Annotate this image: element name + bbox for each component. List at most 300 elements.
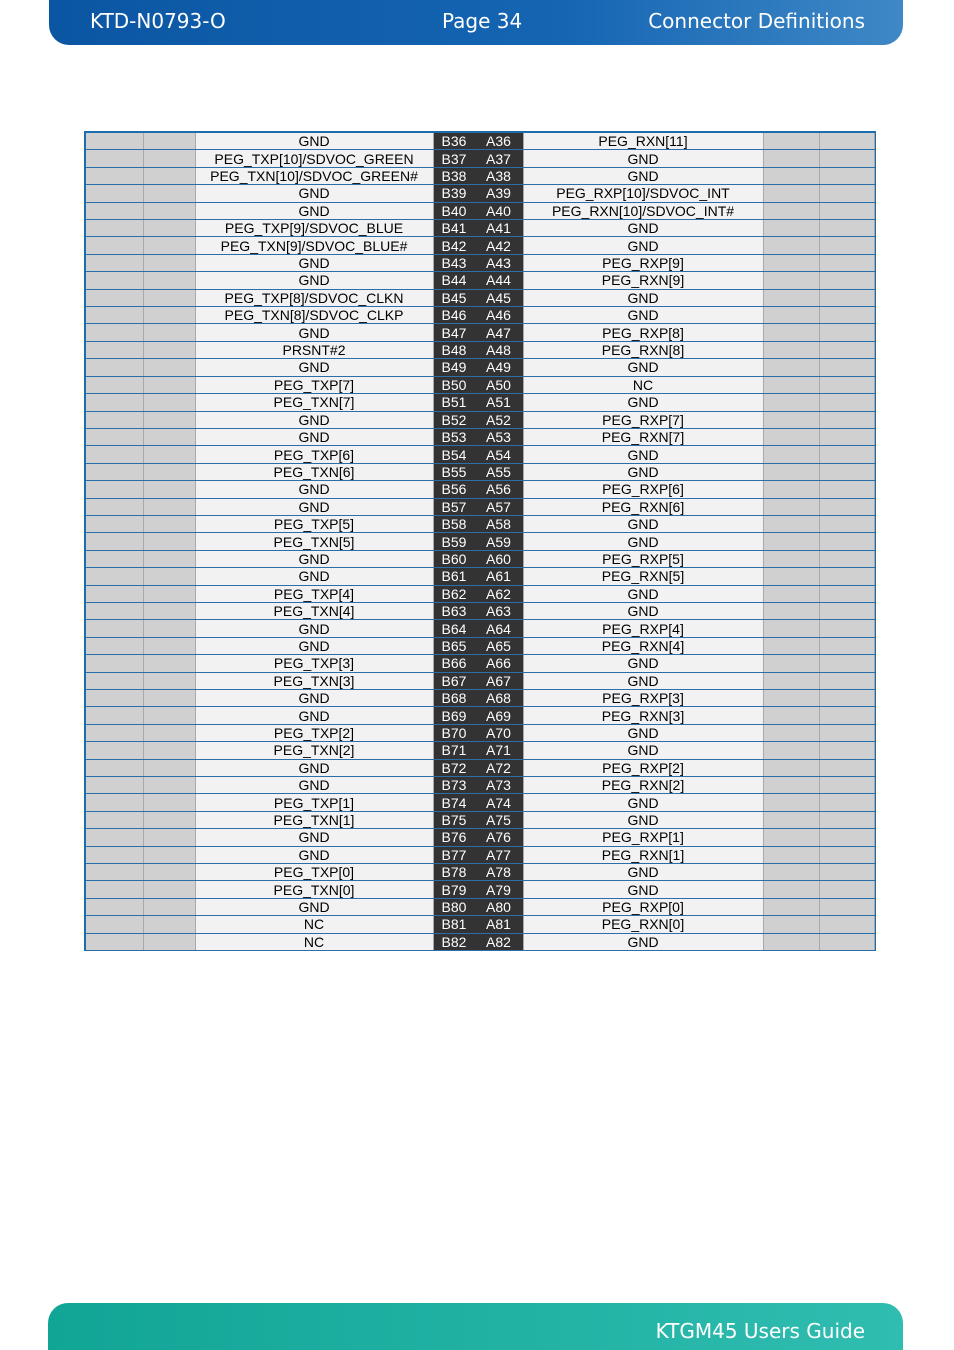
b-pin-cell: B62	[433, 585, 478, 602]
b-signal-cell: PRSNT#2	[195, 341, 433, 358]
blank-cell	[143, 481, 195, 498]
a-pin-cell: A42	[478, 237, 523, 254]
table-row	[86, 446, 874, 463]
blank-cell	[763, 898, 819, 915]
table-row	[86, 498, 874, 515]
b-signal-cell: PEG_TXP[7]	[195, 376, 433, 393]
blank-cell	[763, 829, 819, 846]
b-pin-cell: B57	[433, 498, 478, 515]
blank-cell	[143, 237, 195, 254]
b-signal-cell: NC	[195, 916, 433, 933]
blank-cell	[86, 881, 143, 898]
b-pin-cell: B67	[433, 672, 478, 689]
blank-cell	[143, 759, 195, 776]
blank-cell	[819, 829, 874, 846]
table-row	[86, 185, 874, 202]
a-signal-cell: PEG_RXP[7]	[523, 411, 763, 428]
blank-cell	[763, 341, 819, 358]
a-signal-cell: GND	[523, 359, 763, 376]
blank-cell	[86, 550, 143, 567]
blank-cell	[143, 742, 195, 759]
blank-cell	[819, 376, 874, 393]
table-row	[86, 759, 874, 776]
a-pin-cell: A72	[478, 759, 523, 776]
b-signal-cell: NC	[195, 933, 433, 950]
a-signal-cell: GND	[523, 724, 763, 741]
blank-cell	[143, 167, 195, 184]
a-pin-cell: A76	[478, 829, 523, 846]
b-signal-cell: GND	[195, 550, 433, 567]
blank-cell	[763, 498, 819, 515]
b-signal-cell: GND	[195, 185, 433, 202]
b-pin-cell: B77	[433, 846, 478, 863]
a-pin-cell: A41	[478, 220, 523, 237]
blank-cell	[819, 359, 874, 376]
b-pin-cell: B40	[433, 202, 478, 219]
table-row	[86, 602, 874, 619]
blank-cell	[763, 272, 819, 289]
blank-cell	[86, 585, 143, 602]
b-pin-cell: B68	[433, 690, 478, 707]
blank-cell	[143, 602, 195, 619]
a-pin-cell: A71	[478, 742, 523, 759]
blank-cell	[143, 307, 195, 324]
blank-cell	[763, 185, 819, 202]
blank-cell	[143, 933, 195, 950]
table-row	[86, 341, 874, 358]
b-signal-cell: GND	[195, 359, 433, 376]
a-signal-cell: GND	[523, 602, 763, 619]
table-row	[86, 220, 874, 237]
blank-cell	[143, 620, 195, 637]
blank-cell	[763, 672, 819, 689]
b-signal-cell: PEG_TXP[5]	[195, 515, 433, 532]
a-pin-cell: A38	[478, 167, 523, 184]
b-signal-cell: PEG_TXP[10]/SDVOC_GREEN	[195, 150, 433, 167]
blank-cell	[143, 568, 195, 585]
blank-cell	[763, 254, 819, 271]
table-row	[86, 916, 874, 933]
blank-cell	[86, 864, 143, 881]
blank-cell	[819, 481, 874, 498]
blank-cell	[86, 428, 143, 445]
blank-cell	[86, 602, 143, 619]
blank-cell	[86, 724, 143, 741]
blank-cell	[819, 237, 874, 254]
blank-cell	[819, 550, 874, 567]
a-signal-cell: GND	[523, 655, 763, 672]
blank-cell	[819, 428, 874, 445]
a-signal-cell: GND	[523, 307, 763, 324]
b-signal-cell: PEG_TXN[9]/SDVOC_BLUE#	[195, 237, 433, 254]
blank-cell	[763, 289, 819, 306]
blank-cell	[819, 881, 874, 898]
blank-cell	[86, 481, 143, 498]
b-pin-cell: B80	[433, 898, 478, 915]
blank-cell	[143, 724, 195, 741]
blank-cell	[143, 794, 195, 811]
blank-cell	[143, 707, 195, 724]
a-signal-cell: GND	[523, 881, 763, 898]
blank-cell	[143, 811, 195, 828]
blank-cell	[819, 446, 874, 463]
blank-cell	[143, 672, 195, 689]
blank-cell	[143, 150, 195, 167]
table-row	[86, 811, 874, 828]
blank-cell	[819, 777, 874, 794]
b-pin-cell: B50	[433, 376, 478, 393]
blank-cell	[763, 307, 819, 324]
blank-cell	[86, 515, 143, 532]
blank-cell	[819, 498, 874, 515]
b-pin-cell: B46	[433, 307, 478, 324]
table-row	[86, 672, 874, 689]
blank-cell	[86, 533, 143, 550]
blank-cell	[86, 376, 143, 393]
blank-cell	[86, 359, 143, 376]
blank-cell	[143, 533, 195, 550]
table-row	[86, 359, 874, 376]
a-pin-cell: A54	[478, 446, 523, 463]
blank-cell	[86, 133, 143, 150]
section-title: Connector Definitions	[648, 9, 865, 33]
table-row	[86, 585, 874, 602]
blank-cell	[143, 394, 195, 411]
b-pin-cell: B36	[433, 133, 478, 150]
b-pin-cell: B79	[433, 881, 478, 898]
a-signal-cell: PEG_RXN[1]	[523, 846, 763, 863]
blank-cell	[143, 359, 195, 376]
blank-cell	[819, 411, 874, 428]
b-signal-cell: GND	[195, 133, 433, 150]
a-pin-cell: A82	[478, 933, 523, 950]
a-signal-cell: GND	[523, 794, 763, 811]
blank-cell	[819, 759, 874, 776]
a-pin-cell: A56	[478, 481, 523, 498]
blank-cell	[86, 150, 143, 167]
b-pin-cell: B44	[433, 272, 478, 289]
b-pin-cell: B71	[433, 742, 478, 759]
a-pin-cell: A70	[478, 724, 523, 741]
a-signal-cell: GND	[523, 463, 763, 480]
table-row	[86, 655, 874, 672]
a-pin-cell: A66	[478, 655, 523, 672]
blank-cell	[86, 637, 143, 654]
blank-cell	[143, 324, 195, 341]
blank-cell	[819, 672, 874, 689]
a-signal-cell: GND	[523, 933, 763, 950]
a-signal-cell: PEG_RXN[5]	[523, 568, 763, 585]
blank-cell	[143, 411, 195, 428]
table-row	[86, 150, 874, 167]
table-row	[86, 637, 874, 654]
a-pin-cell: A45	[478, 289, 523, 306]
blank-cell	[143, 202, 195, 219]
blank-cell	[763, 620, 819, 637]
blank-cell	[763, 359, 819, 376]
blank-cell	[143, 272, 195, 289]
a-signal-cell: PEG_RXN[7]	[523, 428, 763, 445]
blank-cell	[763, 533, 819, 550]
blank-cell	[86, 568, 143, 585]
blank-cell	[763, 846, 819, 863]
b-signal-cell: GND	[195, 777, 433, 794]
b-signal-cell: PEG_TXP[8]/SDVOC_CLKN	[195, 289, 433, 306]
blank-cell	[819, 220, 874, 237]
a-signal-cell: PEG_RXP[6]	[523, 481, 763, 498]
blank-cell	[763, 428, 819, 445]
blank-cell	[763, 933, 819, 950]
blank-cell	[763, 550, 819, 567]
a-pin-cell: A53	[478, 428, 523, 445]
a-pin-cell: A61	[478, 568, 523, 585]
table-row	[86, 133, 874, 150]
table-row	[86, 620, 874, 637]
blank-cell	[143, 220, 195, 237]
guide-title: KTGM45 Users Guide	[655, 1319, 865, 1343]
a-signal-cell: PEG_RXN[9]	[523, 272, 763, 289]
blank-cell	[86, 411, 143, 428]
blank-cell	[763, 777, 819, 794]
b-pin-cell: B56	[433, 481, 478, 498]
a-pin-cell: A69	[478, 707, 523, 724]
blank-cell	[819, 794, 874, 811]
blank-cell	[86, 829, 143, 846]
a-signal-cell: PEG_RXP[8]	[523, 324, 763, 341]
table-row	[86, 794, 874, 811]
b-pin-cell: B53	[433, 428, 478, 445]
a-pin-cell: A47	[478, 324, 523, 341]
table-row	[86, 428, 874, 445]
b-signal-cell: GND	[195, 829, 433, 846]
b-signal-cell: PEG_TXN[6]	[195, 463, 433, 480]
pinout-table-body	[86, 133, 874, 951]
a-pin-cell: A36	[478, 133, 523, 150]
table-row	[86, 533, 874, 550]
a-signal-cell: PEG_RXP[2]	[523, 759, 763, 776]
a-pin-cell: A51	[478, 394, 523, 411]
b-signal-cell: PEG_TXN[5]	[195, 533, 433, 550]
b-signal-cell: GND	[195, 254, 433, 271]
a-signal-cell: GND	[523, 289, 763, 306]
a-signal-cell: GND	[523, 515, 763, 532]
blank-cell	[819, 690, 874, 707]
table-row	[86, 933, 874, 950]
b-pin-cell: B75	[433, 811, 478, 828]
a-signal-cell: GND	[523, 864, 763, 881]
table-row	[86, 846, 874, 863]
a-signal-cell: GND	[523, 220, 763, 237]
b-pin-cell: B51	[433, 394, 478, 411]
a-pin-cell: A81	[478, 916, 523, 933]
blank-cell	[143, 133, 195, 150]
blank-cell	[86, 690, 143, 707]
blank-cell	[86, 898, 143, 915]
a-pin-cell: A65	[478, 637, 523, 654]
a-signal-cell: PEG_RXN[10]/SDVOC_INT#	[523, 202, 763, 219]
b-pin-cell: B42	[433, 237, 478, 254]
blank-cell	[763, 411, 819, 428]
b-pin-cell: B81	[433, 916, 478, 933]
blank-cell	[819, 707, 874, 724]
b-signal-cell: GND	[195, 707, 433, 724]
blank-cell	[143, 254, 195, 271]
blank-cell	[86, 167, 143, 184]
table-row	[86, 550, 874, 567]
b-signal-cell: PEG_TXP[9]/SDVOC_BLUE	[195, 220, 433, 237]
a-pin-cell: A64	[478, 620, 523, 637]
b-signal-cell: GND	[195, 568, 433, 585]
b-pin-cell: B65	[433, 637, 478, 654]
b-pin-cell: B63	[433, 602, 478, 619]
blank-cell	[819, 898, 874, 915]
a-signal-cell: PEG_RXN[4]	[523, 637, 763, 654]
blank-cell	[143, 550, 195, 567]
blank-cell	[143, 655, 195, 672]
a-pin-cell: A78	[478, 864, 523, 881]
blank-cell	[86, 707, 143, 724]
blank-cell	[819, 620, 874, 637]
blank-cell	[143, 515, 195, 532]
a-signal-cell: GND	[523, 742, 763, 759]
table-row	[86, 237, 874, 254]
a-pin-cell: A80	[478, 898, 523, 915]
blank-cell	[819, 324, 874, 341]
blank-cell	[763, 463, 819, 480]
table-row	[86, 394, 874, 411]
a-signal-cell: GND	[523, 585, 763, 602]
blank-cell	[86, 185, 143, 202]
b-pin-cell: B72	[433, 759, 478, 776]
table-row	[86, 324, 874, 341]
table-row	[86, 411, 874, 428]
blank-cell	[819, 133, 874, 150]
blank-cell	[86, 237, 143, 254]
b-pin-cell: B59	[433, 533, 478, 550]
b-pin-cell: B78	[433, 864, 478, 881]
a-signal-cell: PEG_RXN[11]	[523, 133, 763, 150]
b-signal-cell: PEG_TXP[6]	[195, 446, 433, 463]
blank-cell	[763, 724, 819, 741]
b-pin-cell: B64	[433, 620, 478, 637]
a-signal-cell: PEG_RXP[5]	[523, 550, 763, 567]
a-signal-cell: GND	[523, 446, 763, 463]
blank-cell	[819, 289, 874, 306]
a-pin-cell: A57	[478, 498, 523, 515]
blank-cell	[819, 568, 874, 585]
blank-cell	[819, 150, 874, 167]
blank-cell	[86, 272, 143, 289]
a-pin-cell: A43	[478, 254, 523, 271]
table-row	[86, 307, 874, 324]
blank-cell	[819, 933, 874, 950]
blank-cell	[819, 724, 874, 741]
table-row	[86, 463, 874, 480]
blank-cell	[143, 864, 195, 881]
blank-cell	[763, 481, 819, 498]
table-row	[86, 724, 874, 741]
blank-cell	[819, 742, 874, 759]
a-signal-cell: GND	[523, 394, 763, 411]
table-row	[86, 254, 874, 271]
blank-cell	[819, 341, 874, 358]
blank-cell	[763, 394, 819, 411]
blank-cell	[86, 254, 143, 271]
blank-cell	[86, 742, 143, 759]
b-signal-cell: PEG_TXN[4]	[195, 602, 433, 619]
blank-cell	[143, 690, 195, 707]
blank-cell	[819, 655, 874, 672]
blank-cell	[86, 672, 143, 689]
blank-cell	[763, 568, 819, 585]
blank-cell	[86, 846, 143, 863]
blank-cell	[86, 394, 143, 411]
blank-cell	[86, 341, 143, 358]
blank-cell	[819, 307, 874, 324]
b-pin-cell: B41	[433, 220, 478, 237]
a-signal-cell: GND	[523, 237, 763, 254]
blank-cell	[763, 864, 819, 881]
blank-cell	[763, 167, 819, 184]
a-pin-cell: A62	[478, 585, 523, 602]
b-pin-cell: B58	[433, 515, 478, 532]
blank-cell	[143, 777, 195, 794]
b-pin-cell: B43	[433, 254, 478, 271]
a-pin-cell: A60	[478, 550, 523, 567]
b-pin-cell: B47	[433, 324, 478, 341]
b-pin-cell: B69	[433, 707, 478, 724]
b-signal-cell: PEG_TXN[2]	[195, 742, 433, 759]
blank-cell	[763, 376, 819, 393]
b-signal-cell: PEG_TXN[10]/SDVOC_GREEN#	[195, 167, 433, 184]
blank-cell	[819, 585, 874, 602]
b-signal-cell: GND	[195, 690, 433, 707]
b-pin-cell: B48	[433, 341, 478, 358]
blank-cell	[143, 185, 195, 202]
a-pin-cell: A50	[478, 376, 523, 393]
blank-cell	[143, 446, 195, 463]
b-pin-cell: B82	[433, 933, 478, 950]
blank-cell	[819, 463, 874, 480]
b-signal-cell: PEG_TXP[1]	[195, 794, 433, 811]
a-pin-cell: A55	[478, 463, 523, 480]
a-signal-cell: PEG_RXP[9]	[523, 254, 763, 271]
blank-cell	[819, 394, 874, 411]
b-signal-cell: GND	[195, 846, 433, 863]
table-row	[86, 777, 874, 794]
blank-cell	[143, 916, 195, 933]
blank-cell	[819, 846, 874, 863]
table-row	[86, 202, 874, 219]
a-signal-cell: PEG_RXN[8]	[523, 341, 763, 358]
a-pin-cell: A77	[478, 846, 523, 863]
b-signal-cell: GND	[195, 411, 433, 428]
blank-cell	[86, 777, 143, 794]
b-pin-cell: B37	[433, 150, 478, 167]
a-signal-cell: GND	[523, 150, 763, 167]
blank-cell	[763, 202, 819, 219]
blank-cell	[86, 463, 143, 480]
blank-cell	[143, 829, 195, 846]
b-signal-cell: PEG_TXN[8]/SDVOC_CLKP	[195, 307, 433, 324]
b-signal-cell: GND	[195, 498, 433, 515]
a-signal-cell: PEG_RXN[3]	[523, 707, 763, 724]
blank-cell	[143, 498, 195, 515]
blank-cell	[86, 620, 143, 637]
table-row	[86, 376, 874, 393]
blank-cell	[143, 898, 195, 915]
b-pin-cell: B61	[433, 568, 478, 585]
